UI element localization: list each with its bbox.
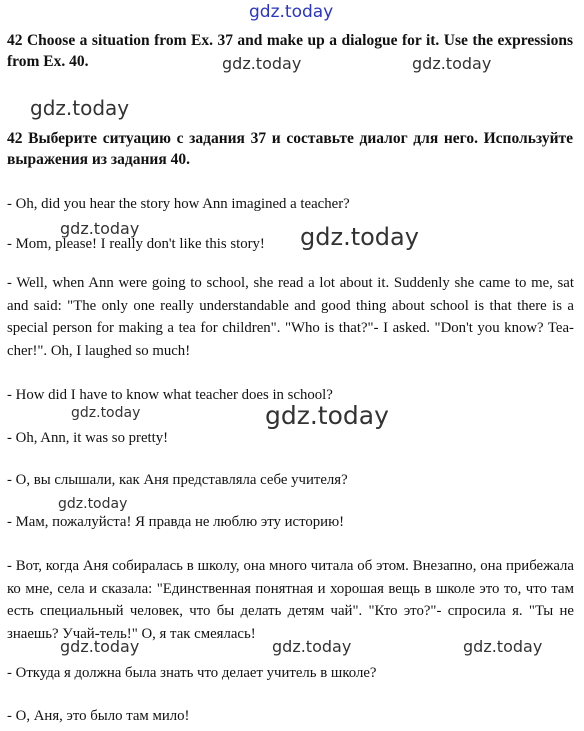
watermark: gdz.today xyxy=(412,54,492,73)
dialogue-en-line-2: - Mom, please! I really don't like this story! xyxy=(7,236,265,252)
dialogue-ru-line-5: - О, Аня, это было там мило! xyxy=(7,708,190,724)
watermark: gdz.today xyxy=(272,637,352,656)
watermark: gdz.today xyxy=(463,637,543,656)
dialogue-en-line-3: - Well, when Ann were going to school, she read a lot about it. Suddenly she came to me, sat and said: "The only one really understandable and good thing about school is that there is a special person for making a tea for children". "Who is that?"- I asked. "Don't you know? Tea-cher!". Oh, I laughed so much! xyxy=(7,275,574,359)
watermark: gdz.today xyxy=(30,96,130,120)
dialogue-ru-line-4: - Откуда я должна была знать что делает учитель в школе? xyxy=(7,665,377,681)
task-heading-en: 42 Choose a situation from Ex. 37 and make up a dialogue for it. Use the expressions from Ex. 40. xyxy=(7,32,573,70)
dialogue-ru-line-1: - О, вы слышали, как Аня представляла себе учителя? xyxy=(7,472,348,488)
dialogue-en-line-5: - Oh, Ann, it was so pretty! xyxy=(7,430,169,446)
task-heading-ru: 42 Выберите ситуацию с задания 37 и составьте диалог для него. Используйте выражения из задания 40. xyxy=(7,130,573,168)
watermark: gdz.today xyxy=(71,405,141,421)
watermark: gdz.today xyxy=(58,496,128,512)
watermark-top: gdz.today xyxy=(249,2,334,22)
watermark: gdz.today xyxy=(60,219,140,238)
dialogue-ru-line-2: - Мам, пожалуйста! Я правда не люблю эту историю! xyxy=(7,514,345,530)
dialogue-en-line-4: - How did I have to know what teacher does in school? xyxy=(7,387,333,403)
dialogue-en-line-1: - Oh, did you hear the story how Ann imagined a teacher? xyxy=(7,196,350,212)
dialogue-ru-line-3: - Вот, когда Аня собиралась в школу, она много читала об этом. Внезапно, она прибежала ко мне, села и сказала: "Единственная понятная и хорошая вещь в школе это то, что там есть специальный человек, что бы делать детям чай". "Кто это?"- спросила я. "Ты не знаешь? Учай-тель!" О, я так смеялась! xyxy=(7,558,574,642)
watermark: gdz.today xyxy=(265,401,389,430)
watermark: gdz.today xyxy=(300,223,419,251)
watermark: gdz.today xyxy=(222,54,302,73)
watermark: gdz.today xyxy=(60,637,140,656)
